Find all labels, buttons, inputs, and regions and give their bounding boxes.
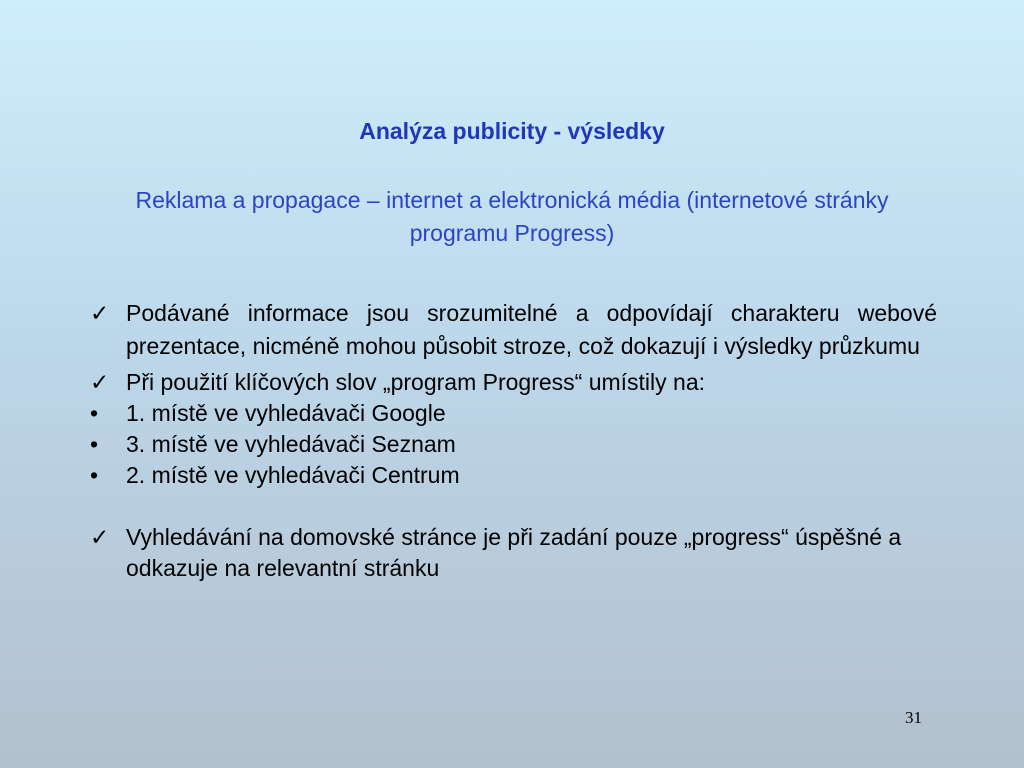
list-item-text: 1. místě ve vyhledávači Google <box>126 400 446 426</box>
list-item-bullet <box>90 460 937 491</box>
list-item-text: 3. místě ve vyhledávači Seznam <box>126 431 456 457</box>
slide-title: Analýza publicity - výsledky <box>359 118 665 144</box>
list-item-bullet <box>90 429 937 460</box>
bullet-icon: • <box>90 431 99 457</box>
empty-line <box>90 491 937 522</box>
list-item-text: Vyhledávání na domovské stránce je při zadání pouze „progress“ úspěšné a odkazuje na relevantní stránku <box>126 524 902 581</box>
list-item-text: 2. místě ve vyhledávači Centrum <box>126 462 460 488</box>
list-item-check <box>90 367 937 398</box>
checkmark-icon: ✓ <box>90 369 110 395</box>
slide-content <box>90 297 937 584</box>
list-item-bullet <box>90 398 937 429</box>
list-item-check <box>90 297 937 363</box>
slide-number: 31 <box>905 708 922 727</box>
list-item-check <box>90 522 937 584</box>
checkmark-icon: ✓ <box>90 300 110 326</box>
bullet-icon: • <box>90 400 99 426</box>
checkmark-icon: ✓ <box>90 524 110 550</box>
list-item-text: Při použití klíčových slov „program Progress“ umístily na: <box>126 369 706 395</box>
bullet-icon: • <box>90 462 99 488</box>
list-item-text: Podávané informace jsou srozumitelné a odpovídají charakteru webové prezentace, nicméně mohou působit stroze, což dokazují i výsledky průzkumu <box>126 300 937 359</box>
slide-subtitle: Reklama a propagace – internet a elektronická média (internetové stránky programu Progress) <box>135 187 889 246</box>
